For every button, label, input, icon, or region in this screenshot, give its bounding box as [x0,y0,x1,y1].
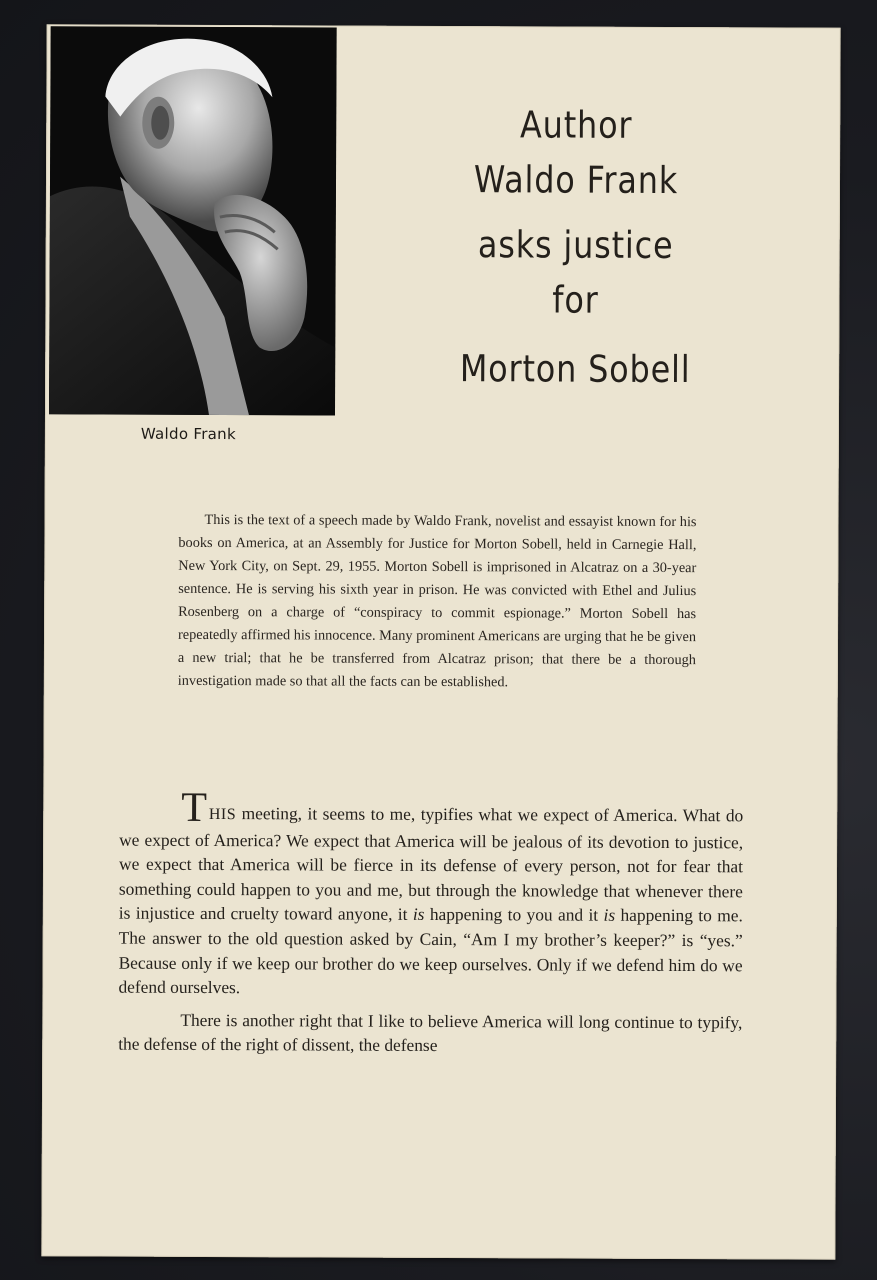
speech-text-run: happening to me. The answer to the old question asked by Cain, “Am I my brother’s keeper?” is “yes.” Because only if we keep our brother do we keep ourselves. Only if we defend him do we defend ourselves. [118,905,743,998]
speech-text [118,784,744,1060]
drop-cap: T [181,784,208,831]
pamphlet-page [41,24,840,1259]
intro-paragraph: This is the text of a speech made by Waldo Frank, novelist and essayist known for his books on America, at an Assembly for Justice for Morton Sobell, held in Carnegie Hall, New York City, on Sept. 29, 1955. Morton Sobell is imprisoned in Alcatraz on a 30-year sentence. He is serving his sixth year in prison. He was convicted with Ethel and Julius Rosenberg on a charge of “conspiracy to commit espionage.” Morton Sobell has repeatedly affirmed his innocence. Many prominent Americans are urging that he be given a new trial; that he be transferred from Alcatraz prison; that there be a thorough investigation made so that all the facts can be established. [177,511,697,691]
headline [377,103,774,392]
portrait-photo [49,26,337,415]
speech-text-run: happening to you and it [424,904,604,926]
photo-caption: Waldo Frank [140,424,237,444]
speech-paragraph-2: There is another right that I like to believe America will long continue to typify, the defense of the right of dissent, the defense [118,1009,743,1056]
headline-subject: Morton Sobell [459,347,691,392]
headline-author: Author [520,103,633,147]
headline-for: for [552,278,599,322]
speech-text-run: meeting, it seems to me, typifies what we expect of America. What do we expect of America? We expect that America will be jealous of its devotion to justice, we expect that America will be fierce in its defense of every person, not for fear that something could happen to you and me, but through the knowledge that whenever there is injustice and cruelty toward anyone, it [118,803,744,925]
first-word-rest: HIS [208,805,237,824]
speech-paragraph-1 [118,784,744,1002]
headline-name: Waldo Frank [473,158,679,203]
emphasis: is [412,904,425,925]
headline-asks-justice: asks justice [477,223,674,268]
emphasis: is [603,905,616,926]
